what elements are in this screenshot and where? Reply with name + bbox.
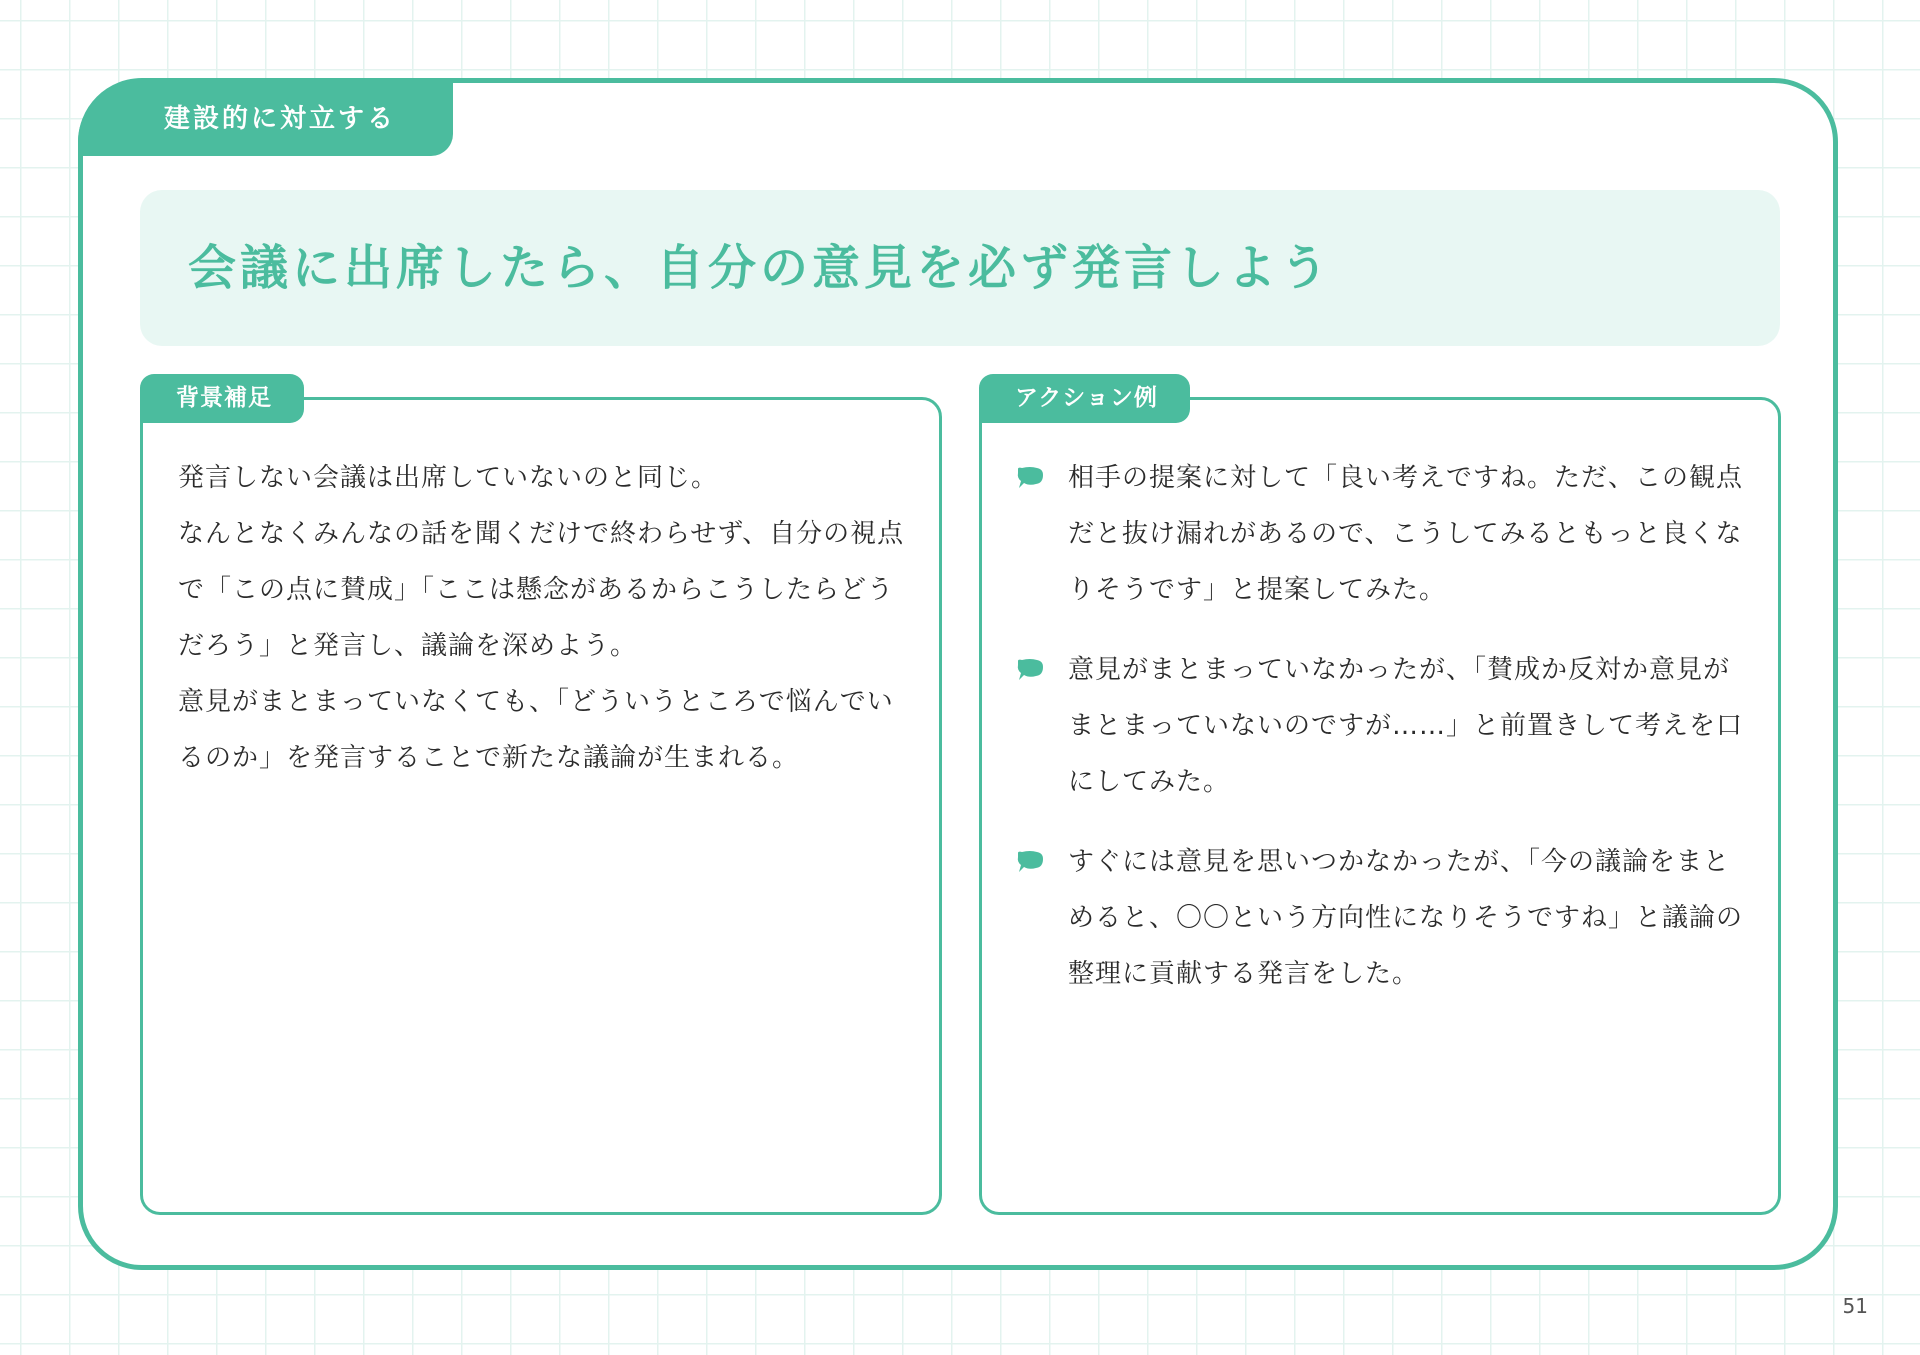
actions-tab-label: アクション例 [979, 374, 1190, 423]
category-tab: 建設的に対立する [78, 82, 453, 156]
action-list [1016, 450, 1756, 1026]
action-text: 意見がまとまっていなかったが、「賛成か反対か意見がまとまっていないのですが……」と前置きして考えを口にしてみた。 [1068, 655, 1744, 797]
action-item [1016, 642, 1756, 810]
headline-box [140, 190, 1780, 346]
action-text: すぐには意見を思いつかなかったが、「今の議論をまとめると、〇〇という方向性になりそうですね」と議論の整理に貢献する発言をした。 [1068, 847, 1744, 989]
background-paragraph: 意見がまとまっていなくても、「どういうところで悩んでいるのか」を発言することで新たな議論が生まれる。 [178, 687, 894, 773]
background-paragraph: なんとなくみんなの話を聞くだけで終わらせず、自分の視点で「この点に賛成」「ここは懸念があるからこうしたらどうだろう」と発言し、議論を深めよう。 [178, 519, 905, 661]
action-item [1016, 834, 1756, 1002]
background-tab-label: 背景補足 [140, 374, 304, 423]
action-text: 相手の提案に対して「良い考えですね。ただ、この観点だと抜け漏れがあるので、こうしてみるともっと良くなりそうです」と提案してみた。 [1068, 463, 1744, 605]
background-text [178, 450, 908, 786]
background-panel [140, 397, 942, 1215]
actions-panel [979, 397, 1781, 1215]
action-item [1016, 450, 1756, 618]
page-number: 51 [1842, 1294, 1868, 1318]
background-paragraph: 発言しない会議は出席していないのと同じ。 [178, 463, 719, 493]
speech-bubble-icon [1016, 850, 1044, 874]
speech-bubble-icon [1016, 658, 1044, 682]
page-headline: 会議に出席したら、自分の意見を必ず発言しよう [188, 240, 1333, 296]
speech-bubble-icon [1016, 466, 1044, 490]
